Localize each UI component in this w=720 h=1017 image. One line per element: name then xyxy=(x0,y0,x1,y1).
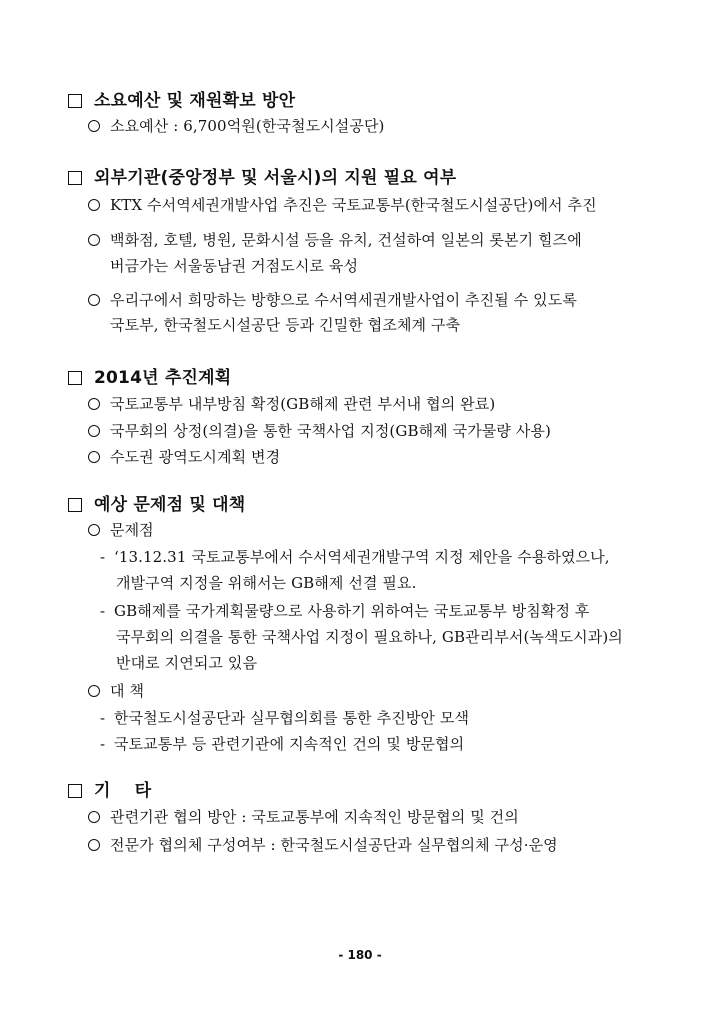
section-heading-2014-plan: 2014년 추진계획 xyxy=(68,363,231,388)
continuation-line: 국무회의 의결을 통한 국책사업 지정이 필요하나, GB관리부서(녹색도시과)의 xyxy=(116,628,623,646)
circle-bullet-icon xyxy=(88,811,100,823)
circle-bullet-icon xyxy=(88,839,100,851)
bullet-line: 우리구에서 희망하는 방향으로 수서역세권개발사업이 추진될 수 있도록 xyxy=(88,289,577,310)
circle-bullet-icon xyxy=(88,451,100,463)
continuation-line: 버금가는 서울동남권 거점도시로 육성 xyxy=(110,257,359,275)
section-heading-external-support: 외부기관(중앙정부 및 서울시)의 지원 필요 여부 xyxy=(68,163,456,188)
circle-bullet-icon xyxy=(88,234,100,246)
bullet-line: KTX 수서역세권개발사업 추진은 국토교통부(한국철도시설공단)에서 추진 xyxy=(88,194,597,215)
checkbox-square-icon xyxy=(68,94,82,108)
circle-bullet-icon xyxy=(88,425,100,437)
section-heading-other: 기 타 xyxy=(68,776,151,801)
page-number: - 180 - xyxy=(338,948,382,962)
circle-bullet-icon xyxy=(88,294,100,306)
dash-line: - 한국철도시설공단과 실무협의회를 통한 추진방안 모색 xyxy=(100,709,470,727)
section-heading-budget: 소요예산 및 재원확보 방안 xyxy=(68,86,295,111)
bullet-line: 문제점 xyxy=(88,519,154,540)
dash-line: - GB해제를 국가계획물량으로 사용하기 위하여는 국토교통부 방침확정 후 xyxy=(100,602,590,620)
continuation-line: 반대로 지연되고 있음 xyxy=(116,654,258,672)
checkbox-square-icon xyxy=(68,784,82,798)
checkbox-square-icon xyxy=(68,498,82,512)
continuation-line: 개발구역 지정을 위해서는 GB해제 선결 필요. xyxy=(116,574,417,592)
checkbox-square-icon xyxy=(68,171,82,185)
dash-line: - ‘13.12.31 국토교통부에서 수서역세권개발구역 지정 제안을 수용하였으나, xyxy=(100,548,610,566)
bullet-line: 관련기관 협의 방안 : 국토교통부에 지속적인 방문협의 및 건의 xyxy=(88,806,519,827)
circle-bullet-icon xyxy=(88,398,100,410)
dash-line: - 국토교통부 등 관련기관에 지속적인 건의 및 방문협의 xyxy=(100,735,465,753)
circle-bullet-icon xyxy=(88,685,100,697)
circle-bullet-icon xyxy=(88,199,100,211)
circle-bullet-icon xyxy=(88,120,100,132)
bullet-line: 전문가 협의체 구성여부 : 한국철도시설공단과 실무협의체 구성·운영 xyxy=(88,834,558,855)
bullet-line: 백화점, 호텔, 병원, 문화시설 등을 유치, 건설하여 일본의 롯본기 힐즈에 xyxy=(88,229,582,250)
circle-bullet-icon xyxy=(88,524,100,536)
bullet-line: 수도권 광역도시계획 변경 xyxy=(88,446,280,467)
checkbox-square-icon xyxy=(68,371,82,385)
bullet-line: 국무회의 상정(의결)을 통한 국책사업 지정(GB해제 국가물량 사용) xyxy=(88,420,551,441)
bullet-line: 국토교통부 내부방침 확정(GB해제 관련 부서내 협의 완료) xyxy=(88,393,495,414)
bullet-line: 대 책 xyxy=(88,680,144,701)
continuation-line: 국토부, 한국철도시설공단 등과 긴밀한 협조체계 구축 xyxy=(110,316,461,334)
section-heading-issues: 예상 문제점 및 대책 xyxy=(68,490,245,515)
bullet-line: 소요예산 : 6,700억원(한국철도시설공단) xyxy=(88,115,385,136)
